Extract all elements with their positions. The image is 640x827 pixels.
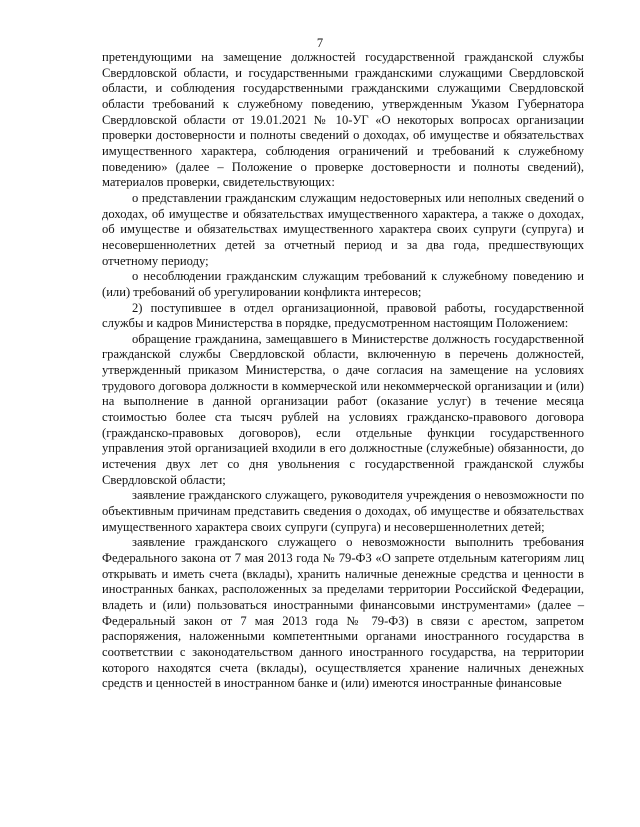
paragraph: обращение гражданина, замещавшего в Министерстве должность государственной гражданской службы Свердловской области, включенную в перечень должностей, утвержденный приказом Министерства, о даче согласия на замещение на условиях трудового договора должности в коммерческой или некоммерческой организации и (или) на выполнение в данной организации работ (оказание услуг) в течение месяца стоимостью более ста тысяч рублей на условиях гражданско-правового договора (гражданско-правовых договоров), если отдельные функции государственного управления этой организацией входили в его должностные (служебные) обязанности, до истечения двух лет со дня увольнения с государственной гражданской службы Свердловской области; (102, 331, 584, 487)
paragraph: заявление гражданского служащего, руководителя учреждения о невозможности по объективным причинам представить сведения о доходах, об имуществе и обязательствах имущественного характера своих супруги (супруга) и несовершеннолетних детей; (102, 488, 584, 534)
paragraph: 2) поступившее в отдел организационной, правовой работы, государственной службы и кадров Министерства в порядке, предусмотренном настоящим Положением: (102, 300, 584, 331)
paragraph: о несоблюдении гражданским служащим требований к служебному поведению и (или) требований об урегулировании конфликта интересов; (102, 269, 584, 299)
page-number: 7 (316, 36, 324, 50)
paragraph: претендующими на замещение должностей государственной гражданской службы Свердловской области, и государственными гражданскими служащими Свердловской области, и соблюдения государственными гражданскими служащими Свердловской области требований к служебному поведению, утвержденным Указом Губернатора Свердловской области от 19.01.2021 № 10-УГ «О некоторых вопросах организации проверки достоверности и полноты сведений о доходах, об имуществе и обязательствах имущественного характера, соблюдения ограничений и требований к служебному поведению» (далее – Положение о проверке достоверности и полноты сведений), материалов проверки, свидетельствующих: (102, 50, 584, 190)
paragraph: о представлении гражданским служащим недостоверных или неполных сведений о доходах, об имуществе и обязательствах имущественного характера, а также о доходах, об имуществе и обязательствах имущественного характера своих супруги (супруга) и несовершеннолетних детей за отчетный период и за два года, предшествующих отчетному периоду; (102, 190, 584, 268)
body-text (102, 50, 584, 692)
paragraph: заявление гражданского служащего о невозможности выполнить требования Федерального закона от 7 мая 2013 года № 79-ФЗ «О запрете отдельным категориям лиц открывать и иметь счета (вклады), хранить наличные денежные средства и ценности в иностранных банках, расположенных за пределами территории Российской Федерации, владеть и (или) пользоваться иностранными финансовыми инструментами» (далее – Федеральный закон от 7 мая 2013 года № 79-ФЗ) в связи с арестом, запретом распоряжения, наложенными компетентными органами иностранного государства в соответствии с законодательством данного иностранного государства, на территории которого находятся счета (вклады), осуществляется хранение наличных денежных средств и ценностей в иностранном банке и (или) имеются иностранные финансовые (102, 535, 584, 691)
